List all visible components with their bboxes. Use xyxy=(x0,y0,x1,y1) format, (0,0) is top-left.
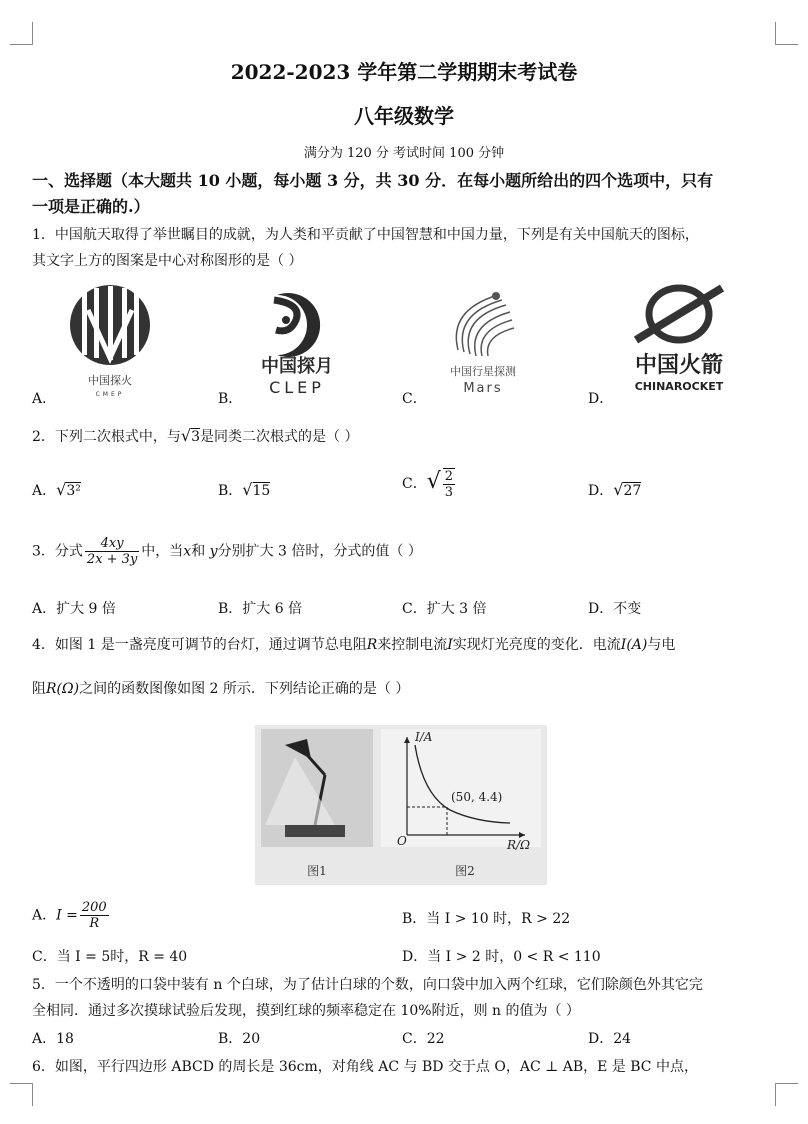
section-heading-line1: 一、选择题（本大题共 10 小题，每小题 3 分，共 30 分．在每小题所给出的四个选项中，只有 xyxy=(32,171,714,190)
q5-option-d: D．24 xyxy=(588,1031,632,1047)
q3-option-b: B．扩大 6 倍 xyxy=(218,601,303,617)
q6-stem-line1: 6．如图，平行四边形 ABCD 的周长是 36cm，对角线 AC 与 BD 交于点 O，AC ⊥ AB，E 是 BC 中点， xyxy=(32,1059,698,1075)
q3-option-a: A．扩大 9 倍 xyxy=(32,601,116,617)
fig1-caption: 图1 xyxy=(307,864,327,878)
logo-chinarocket xyxy=(614,280,744,400)
lamp-and-graph-figure xyxy=(255,725,547,885)
q4-option-d: D．当 I > 2 时，0 < R < 110 xyxy=(402,949,601,965)
logo-d-cn: 中国火箭 xyxy=(634,353,724,378)
graph-origin: O xyxy=(397,834,407,848)
crop-mark-bottom-right xyxy=(775,1083,798,1106)
q2-option-b: B．√15 xyxy=(218,480,271,499)
q4-figure xyxy=(255,725,547,885)
q2-option-a: A．√3² xyxy=(32,480,81,499)
q1-option-b: B． xyxy=(218,391,243,407)
graph-x-axis-label: R/Ω xyxy=(507,838,531,852)
q2-root: 3 xyxy=(191,429,201,445)
logo-cmep xyxy=(58,280,163,400)
q3-stem: 3．分式 $\frac{4xy}{2x + 3y}$ 中，当x和 y分别扩大 3 倍时，分式的值（ ） xyxy=(32,536,422,567)
crop-mark-bottom-left xyxy=(10,1083,33,1106)
q4-stem-line2: 阻R(Ω)之间的函数图像如图 2 所示．下列结论正确的是（ ） xyxy=(32,681,410,697)
logo-clep xyxy=(242,280,352,400)
q5-stem-line1: 5．一个不透明的口袋中装有 n 个白球，为了估计白球的个数，向口袋中加入两个红球，它们除颜色外其它完 xyxy=(32,977,703,993)
q5-stem-line2: 全相同．通过多次摸球试验后发现，摸到红球的频率稳定在 10%附近，则 n 的值为（ ） xyxy=(32,1003,580,1019)
logo-a-en: CMEP xyxy=(95,391,125,398)
exam-info: 满分为 120 分 考试时间 100 分钟 xyxy=(303,146,505,161)
logo-c-en: Mars xyxy=(463,381,503,396)
fig2-caption: 图2 xyxy=(455,864,475,878)
q1-stem-line2: 其文字上方的图案是中心对称图形的是（ ） xyxy=(32,253,303,269)
q4-option-a: A．I = $\frac{200}{R}$ xyxy=(32,900,107,931)
logo-b-en: CLEP xyxy=(269,378,325,397)
section-heading-line2: 一项是正确的.） xyxy=(32,197,150,216)
cmep-emblem-icon xyxy=(58,280,163,400)
mars-orbit-icon xyxy=(428,280,538,400)
rocket-ring-icon xyxy=(614,280,744,400)
q4-stem-line1: 4．如图 1 是一盏亮度可调节的台灯，通过调节总电阻R来控制电流I实现灯光亮度的变化．电流I(A)与电 xyxy=(32,637,676,653)
logo-b-cn: 中国探月 xyxy=(261,356,333,377)
logo-c-cn: 中国行星探测 xyxy=(450,365,516,378)
graph-y-axis-label: I/A xyxy=(415,730,433,744)
exam-subject: 八年级数学 xyxy=(354,104,454,128)
logo-d-en: CHINAROCKET xyxy=(634,380,724,393)
q5-option-a: A．18 xyxy=(32,1031,74,1047)
q5-option-c: C．22 xyxy=(402,1031,445,1047)
q3-option-d: D．不变 xyxy=(588,601,642,617)
q4-option-c: C．当 I = 5时，R = 40 xyxy=(32,949,188,965)
clep-moon-icon xyxy=(242,280,352,400)
q2-stem: 2．下列二次根式中，与√3是同类二次根式的是（ ） xyxy=(32,426,359,445)
logo-a-cn: 中国探火 xyxy=(88,374,132,387)
logo-mars xyxy=(428,280,538,400)
q3-option-c: C．扩大 3 倍 xyxy=(402,601,487,617)
crop-mark-top-right xyxy=(775,22,798,45)
crop-mark-top-left xyxy=(10,22,33,45)
q1-stem-line1: 1．中国航天取得了举世瞩目的成就，为人类和平贡献了中国智慧和中国力量，下列是有关中国航天的图标， xyxy=(32,227,699,243)
q2-option-c: C．√ $\frac{2}{3}$ xyxy=(402,469,454,500)
q5-option-b: B．20 xyxy=(218,1031,261,1047)
q1-option-d: D． xyxy=(588,391,614,407)
graph-point-label: (50, 4.4) xyxy=(451,790,503,804)
q1-option-c: C． xyxy=(402,391,427,407)
q4-option-b: B．当 I > 10 时，R > 22 xyxy=(402,911,571,927)
exam-title: 2022-2023 学年第二学期期末考试卷 xyxy=(230,60,578,84)
q2-option-d: D．√27 xyxy=(588,480,642,499)
q1-option-a: A． xyxy=(32,391,57,407)
